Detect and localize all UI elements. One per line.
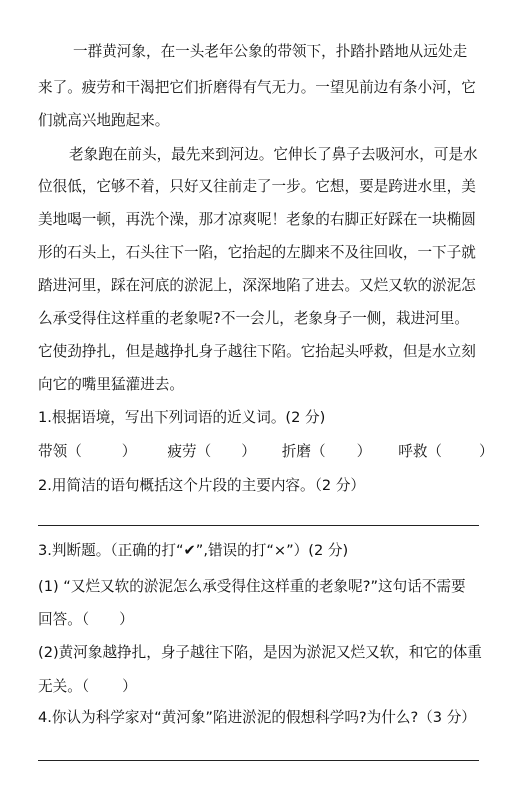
question-4-title: 4.你认为科学家对“黄河象”陷进淤泥的假想科学吗?为什么?（3 分） bbox=[38, 709, 476, 726]
passage-para2-line-7: 它使劲挣扎，但是越挣扎身子越往下陷。它抬起头呼救，但是水立刻 bbox=[38, 343, 476, 360]
question-3-1-line-2: 回答。（ ） bbox=[38, 611, 134, 628]
word-cry-help-close: ） bbox=[479, 443, 494, 460]
question-3-1-line-1: (1) “又烂又软的淤泥怎么承受得住这样重的老象呢?”这句话不需要 bbox=[38, 578, 466, 595]
answer-line-q4[interactable] bbox=[38, 760, 479, 761]
question-3-2-line-2: 无关。（ ） bbox=[38, 678, 137, 695]
word-tired-close: ） bbox=[241, 443, 256, 460]
passage-para2-line-8: 向它的嘴里猛灌进去。 bbox=[38, 376, 184, 393]
passage-para1-line-1: 一群黄河象，在一头老年公象的带领下，扑踏扑踏地从远处走 bbox=[73, 43, 468, 60]
question-2-title: 2.用简洁的语句概括这个片段的主要内容。（2 分） bbox=[38, 477, 366, 494]
word-cry-help-open: 呼救（ bbox=[398, 443, 443, 460]
question-1-title: 1.根据语境，写出下列词语的近义词。(2 分) bbox=[38, 409, 326, 426]
passage-para2-line-4: 形的石头上，石头往下一陷，它抬起的左脚来不及往回收，一下子就 bbox=[38, 244, 476, 261]
passage-para1-line-2: 来了。疲劳和干渴把它们折磨得有气无力。一望见前边有条小河，它 bbox=[38, 79, 476, 96]
passage-para1-line-3: 们就高兴地跑起来。 bbox=[38, 112, 170, 129]
answer-line-q2[interactable] bbox=[38, 525, 479, 526]
question-3-title: 3.判断题。（正确的打“✔”,错误的打“×”）(2 分) bbox=[38, 542, 349, 559]
passage-para2-line-5: 踏进河里，踩在河底的淤泥上，深深地陷了进去。又烂又软的淤泥怎 bbox=[38, 277, 476, 294]
question-3-2-line-1: (2)黄河象越挣扎，身子越往下陷，是因为淤泥又烂又软，和它的体重 bbox=[38, 644, 482, 661]
word-torment-close: ） bbox=[356, 443, 372, 460]
word-torment-open: 折磨（ bbox=[281, 443, 326, 460]
word-lead-open: 带领（ bbox=[38, 443, 82, 460]
passage-para2-line-1: 老象跑在前头，最先来到河边。它伸长了鼻子去吸河水，可是水 bbox=[69, 146, 478, 163]
word-lead-close: ） bbox=[121, 443, 137, 460]
question-1-words bbox=[38, 442, 494, 462]
word-tired-open: 疲劳（ bbox=[167, 443, 212, 460]
passage-para2-line-3: 美地喝一顿，再洗个澡，那才凉爽呢！老象的右脚正好踩在一块椭圆 bbox=[38, 211, 476, 228]
passage-para2-line-6: 么承受得住这样重的老象呢?不一会儿，老象身子一侧，栽进河里。 bbox=[38, 310, 469, 327]
passage-para2-line-2: 位很低，它够不着，只好又往前走了一步。它想，要是跨进水里，美 bbox=[38, 178, 476, 195]
